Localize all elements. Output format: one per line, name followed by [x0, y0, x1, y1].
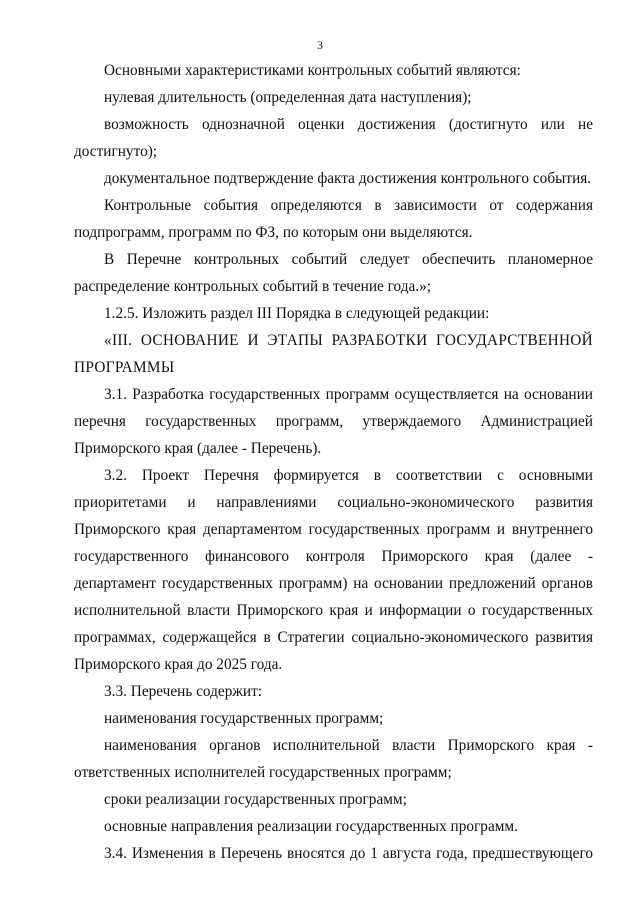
list-item-implementation-terms	[74, 786, 593, 813]
text-line: исполнительной власти Приморского края и информации о государственных	[74, 602, 593, 619]
text-line: ответственных исполнителей государственных программ;	[74, 764, 452, 781]
text-line: 3.4. Изменения в Перечень вносятся до 1 августа года, предшествующего	[104, 845, 593, 862]
text-line: основные направления реализации государственных программ.	[104, 818, 518, 835]
list-item-executive-bodies	[74, 732, 593, 786]
text-line: 1.2.5. Изложить раздел III Порядка в следующей редакции:	[104, 305, 490, 322]
text-line: программах, содержащейся в Стратегии социально-экономического развития	[74, 629, 593, 646]
text-line: 3.3. Перечень содержит:	[104, 683, 263, 700]
paragraph-clause-1-2-5	[74, 300, 593, 327]
text-line: документальное подтверждение факта достижения контрольного события.	[104, 170, 592, 187]
list-item-zero-duration	[74, 84, 593, 111]
text-line: сроки реализации государственных программ;	[104, 791, 407, 808]
paragraph-even-distribution	[74, 246, 593, 300]
text-line: перечня государственных программ, утверждаемого Администрацией	[74, 413, 593, 430]
paragraph-3-3	[74, 678, 593, 705]
text-line: возможность однозначной оценки достижения (достигнуто или не	[104, 116, 593, 133]
text-line: подпрограмм, программ по ФЗ, по которым они выделяются.	[74, 224, 473, 241]
list-item-unambiguous-assessment	[74, 111, 593, 165]
text-line: наименования государственных программ;	[104, 710, 384, 727]
text-line: департамент государственных программ) на основании предложений органов	[74, 575, 593, 592]
paragraph-characteristics-intro	[74, 57, 593, 84]
text-line: Приморского края (далее - Перечень).	[74, 440, 322, 457]
text-line: Приморского края до 2025 года.	[74, 656, 283, 673]
section-heading	[74, 327, 593, 381]
text-line: 3.2. Проект Перечня формируется в соответствии с основными	[104, 467, 593, 484]
text-line: «III. ОСНОВАНИЕ И ЭТАПЫ РАЗРАБОТКИ ГОСУДАРСТВЕННОЙ	[104, 332, 593, 349]
paragraph-3-4	[74, 840, 593, 867]
list-item-program-names	[74, 705, 593, 732]
text-line: достигнуто);	[74, 143, 158, 160]
text-line: наименования органов исполнительной власти Приморского края -	[104, 737, 593, 754]
list-item-main-directions	[74, 813, 593, 840]
text-line: приоритетами и направлениями социально-экономического развития	[74, 494, 593, 511]
page-number: 3	[317, 38, 323, 52]
text-line: Контрольные события определяются в зависимости от содержания	[104, 197, 593, 214]
text-line: государственного финансового контроля Приморского края (далее -	[74, 548, 593, 565]
text-line: 3.1. Разработка государственных программ осуществляется на основании	[104, 386, 593, 403]
text-line: ПРОГРАММЫ	[74, 359, 175, 376]
text-line: В Перечне контрольных событий следует обеспечить планомерное	[104, 251, 593, 268]
list-item-documentary-confirmation	[74, 165, 593, 192]
document-body	[74, 57, 593, 867]
paragraph-3-2	[74, 462, 593, 678]
text-line: распределение контрольных событий в течение года.»;	[74, 278, 432, 295]
paragraph-3-1	[74, 381, 593, 462]
paragraph-events-determined	[74, 192, 593, 246]
text-line: Основными характеристиками контрольных событий являются:	[104, 62, 521, 79]
text-line: Приморского края департаментом государственных программ и внутреннего	[74, 521, 593, 538]
text-line: нулевая длительность (определенная дата наступления);	[104, 89, 472, 106]
